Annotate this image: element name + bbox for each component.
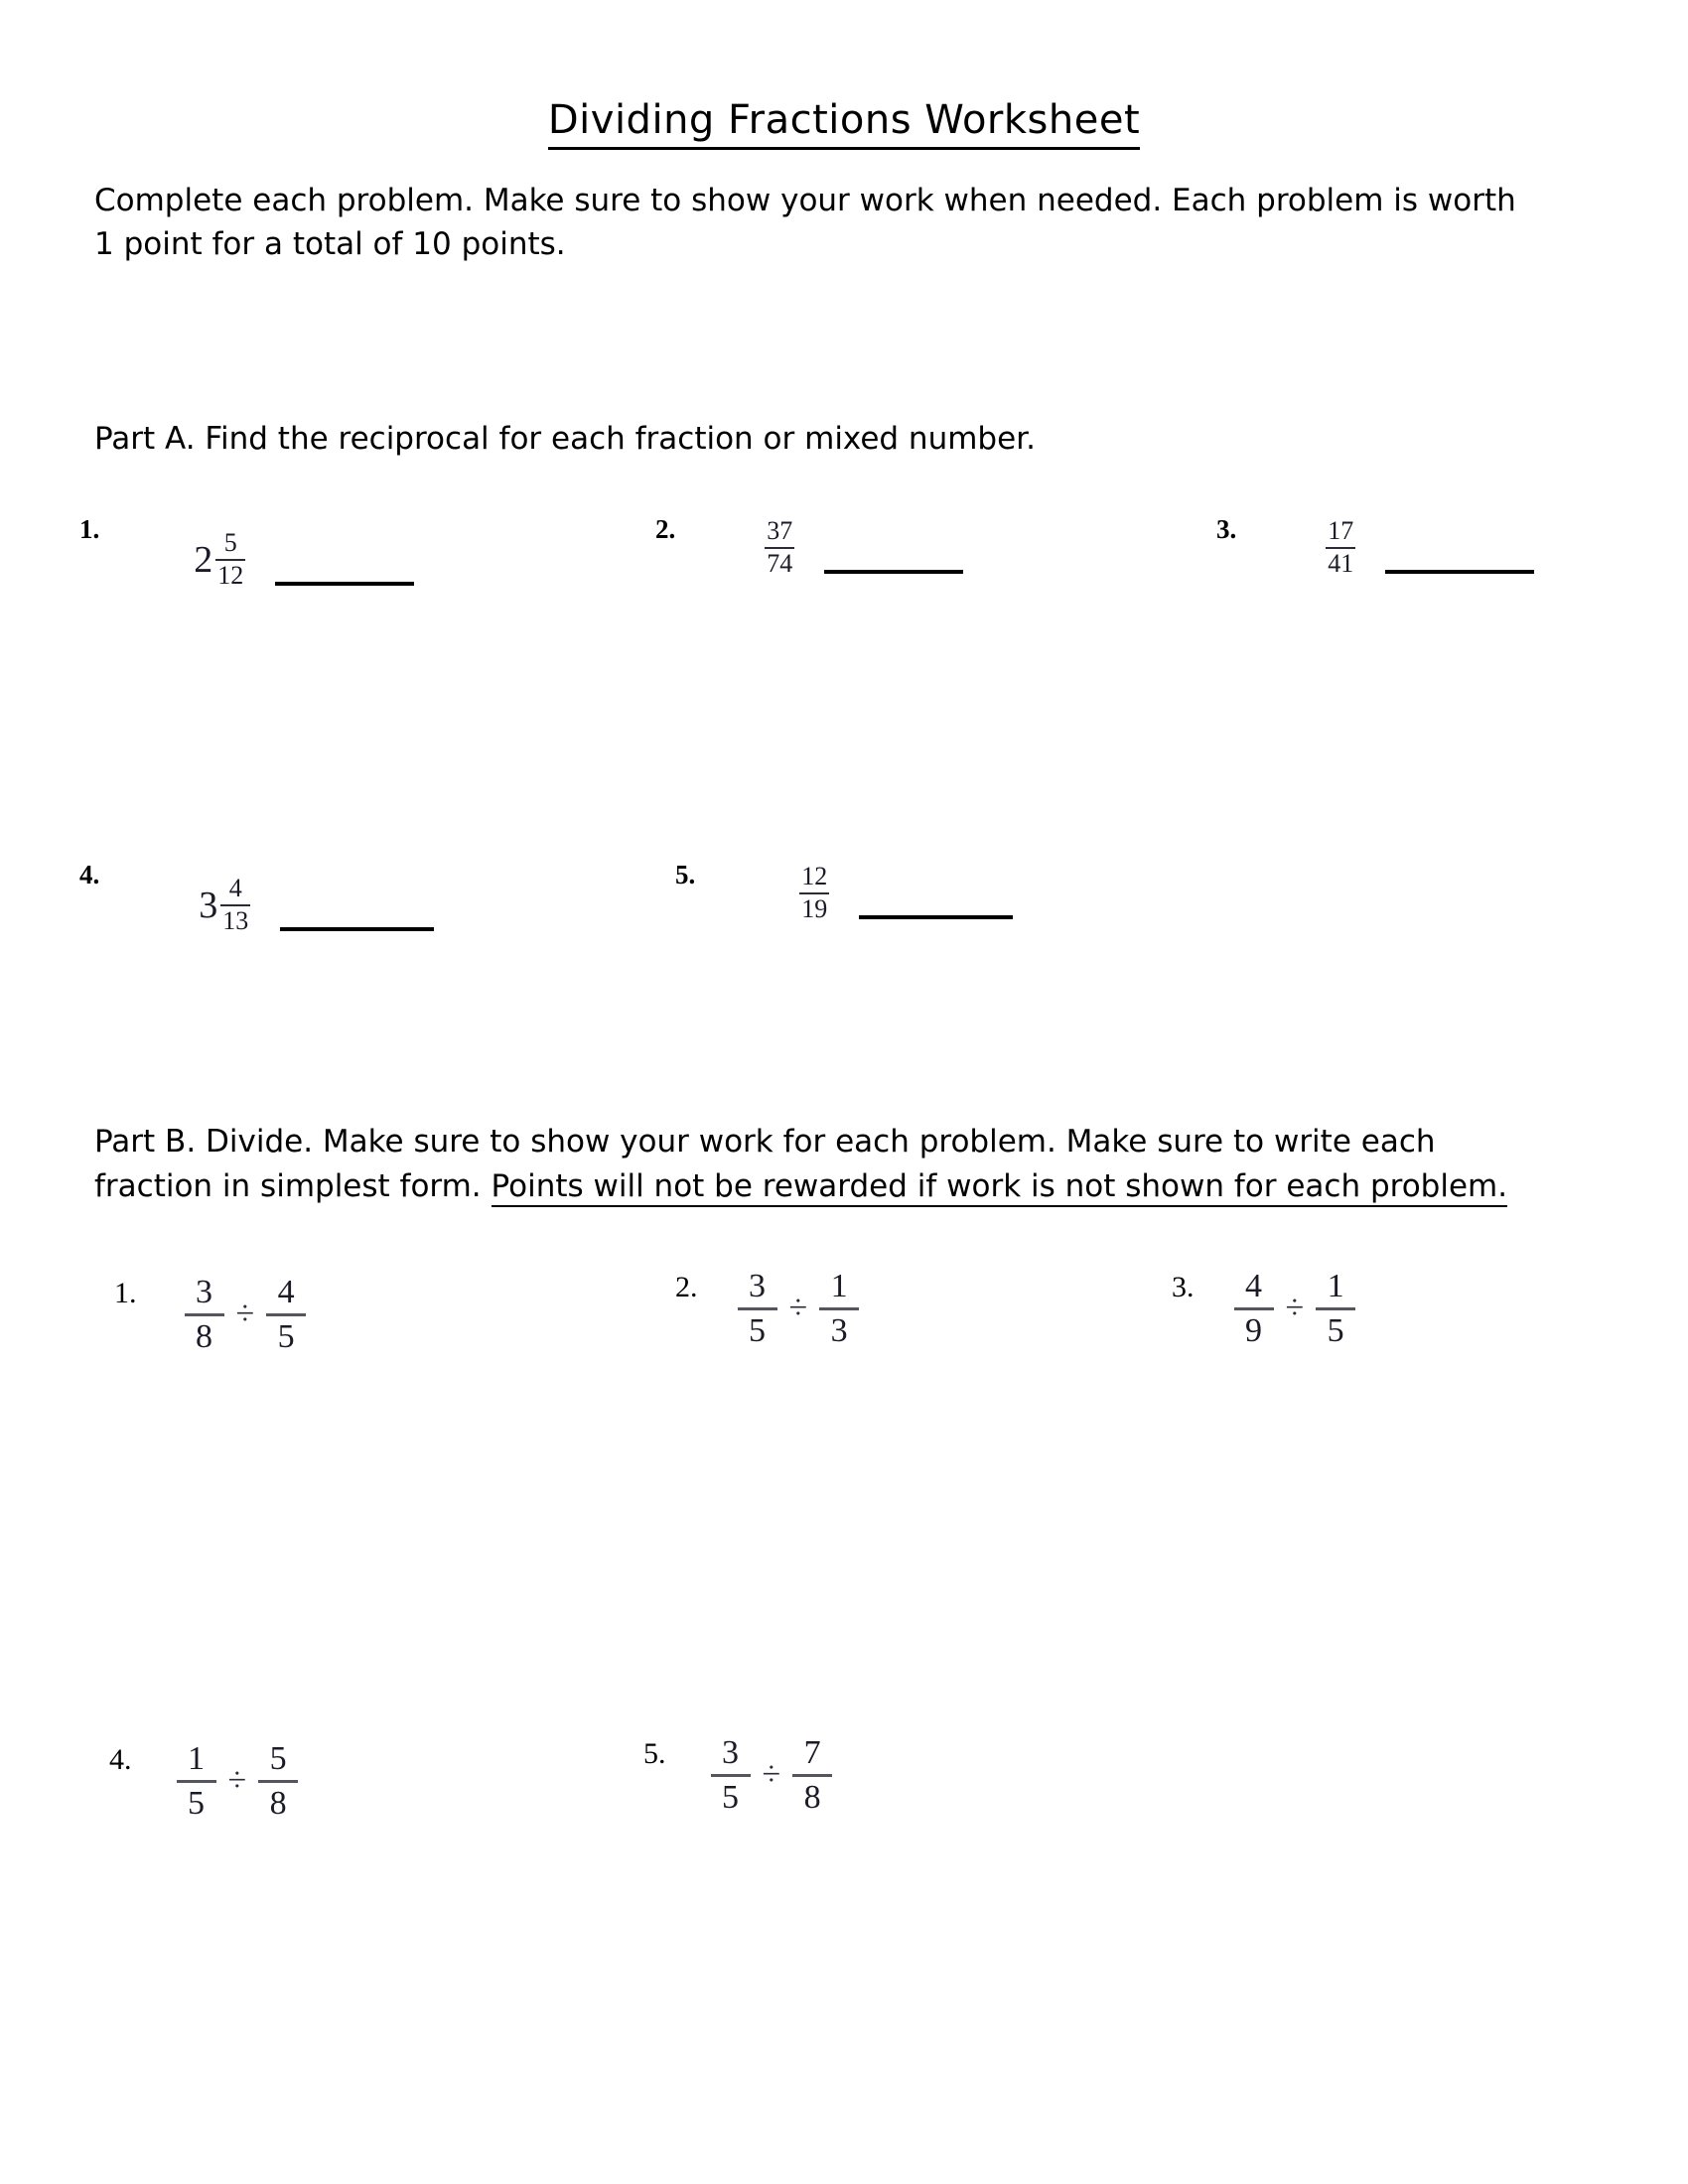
fraction-bar — [819, 1307, 859, 1310]
page-title-text: Dividing Fractions Worksheet — [548, 97, 1140, 150]
fraction-bar — [266, 1313, 306, 1316]
numerator: 12 — [801, 862, 828, 890]
denominator: 13 — [222, 905, 249, 935]
answer-blank[interactable] — [280, 927, 434, 931]
fraction-bar — [185, 1313, 224, 1316]
division-icon: ÷ — [762, 1756, 781, 1794]
fraction-bar — [177, 1780, 216, 1783]
dividend-fraction — [185, 1275, 224, 1354]
problem-number: 5. — [643, 1737, 666, 1770]
problem-number: 4. — [109, 1743, 132, 1776]
part-b-heading — [94, 1120, 1534, 1209]
instructions-text: Complete each problem. Make sure to show your work when needed. Each problem is worth 1 point for a total of 10 points. — [94, 183, 1516, 263]
answer-blank[interactable] — [824, 570, 963, 574]
problem-number: 3. — [1172, 1271, 1195, 1303]
mixed-number-expression — [194, 530, 245, 589]
division-expression — [1234, 1269, 1356, 1348]
numerator: 1 — [830, 1268, 848, 1304]
numerator: 3 — [196, 1274, 212, 1310]
answer-blank[interactable] — [275, 582, 414, 586]
fraction-bar — [711, 1774, 751, 1777]
fraction-expression — [1326, 518, 1355, 577]
part-a-problem-5 — [675, 862, 1013, 922]
denominator: 9 — [1245, 1311, 1262, 1349]
problem-number: 4. — [79, 860, 100, 889]
fraction — [215, 530, 245, 589]
division-expression — [177, 1741, 299, 1821]
denominator: 5 — [722, 1778, 739, 1816]
part-a-problem-3 — [1216, 516, 1534, 577]
numerator: 17 — [1328, 516, 1354, 545]
dividend-fraction — [177, 1741, 216, 1821]
part-b-problem-5 — [643, 1734, 832, 1816]
problem-number: 2. — [655, 514, 676, 544]
divisor-fraction — [1316, 1269, 1355, 1348]
division-icon: ÷ — [788, 1290, 808, 1327]
dividend-fraction — [711, 1735, 751, 1815]
denominator: 12 — [217, 560, 244, 590]
numerator: 3 — [722, 1734, 739, 1771]
page-title — [0, 97, 1688, 143]
divisor-fraction — [266, 1275, 306, 1354]
fraction-expression — [799, 864, 829, 922]
numerator: 4 — [1245, 1268, 1262, 1304]
dividend-fraction — [738, 1269, 777, 1348]
division-expression — [185, 1275, 307, 1354]
numerator: 37 — [767, 516, 793, 545]
fraction-bar — [1316, 1307, 1355, 1310]
divisor-fraction — [258, 1741, 298, 1821]
numerator: 5 — [269, 1740, 287, 1777]
numerator: 1 — [1327, 1268, 1344, 1304]
denominator: 5 — [188, 1784, 205, 1822]
denominator: 5 — [749, 1311, 766, 1349]
division-icon: ÷ — [235, 1296, 255, 1333]
denominator: 3 — [830, 1311, 848, 1349]
divisor-fraction — [792, 1735, 832, 1815]
fraction-bar — [738, 1307, 777, 1310]
dividend-fraction — [1234, 1269, 1274, 1348]
problem-number: 5. — [675, 860, 696, 889]
numerator: 5 — [223, 528, 237, 557]
division-icon: ÷ — [227, 1762, 247, 1800]
whole-part: 3 — [199, 884, 218, 926]
fraction — [799, 864, 829, 922]
denominator: 74 — [767, 548, 793, 578]
fraction — [765, 518, 794, 577]
problem-number: 1. — [114, 1277, 137, 1309]
division-icon: ÷ — [1285, 1290, 1305, 1327]
part-b-heading-line-2-plain: fraction in simplest form. — [94, 1167, 492, 1204]
part-b-problem-4 — [109, 1740, 298, 1822]
part-b-heading-line-1: Part B. Divide. Make sure to show your work for each problem. Make sure to write each — [94, 1124, 1436, 1160]
whole-part: 2 — [194, 538, 213, 581]
fraction-bar — [792, 1774, 832, 1777]
denominator: 41 — [1328, 548, 1354, 578]
numerator: 3 — [749, 1268, 766, 1304]
numerator: 4 — [228, 874, 242, 902]
part-a-problem-2 — [655, 516, 963, 577]
part-a-problem-4 — [79, 862, 434, 934]
numerator: 7 — [803, 1734, 821, 1771]
fraction-bar — [258, 1780, 298, 1783]
fraction-bar — [1234, 1307, 1274, 1310]
problem-number: 3. — [1216, 514, 1237, 544]
mixed-number-expression — [199, 876, 250, 934]
part-b-problem-2 — [675, 1268, 859, 1349]
answer-blank[interactable] — [859, 915, 1013, 919]
fraction — [1326, 518, 1355, 577]
problem-number: 2. — [675, 1271, 698, 1303]
part-b-heading-line-2-underlined: Points will not be rewarded if work is not shown for each problem. — [492, 1168, 1508, 1207]
numerator: 1 — [188, 1740, 205, 1777]
denominator: 5 — [1327, 1311, 1344, 1349]
division-expression — [738, 1269, 860, 1348]
denominator: 5 — [277, 1317, 295, 1355]
part-a-problem-1 — [79, 516, 414, 589]
problem-number: 1. — [79, 514, 100, 544]
part-a-heading: Part A. Find the reciprocal for each fraction or mixed number. — [94, 421, 1036, 457]
answer-blank[interactable] — [1385, 570, 1534, 574]
fraction — [220, 876, 250, 934]
denominator: 19 — [801, 893, 828, 923]
fraction-expression — [765, 518, 794, 577]
denominator: 8 — [803, 1778, 821, 1816]
denominator: 8 — [196, 1317, 212, 1355]
part-b-problem-1 — [114, 1274, 306, 1355]
divisor-fraction — [819, 1269, 859, 1348]
part-b-problem-3 — [1172, 1268, 1355, 1349]
numerator: 4 — [277, 1274, 295, 1310]
division-expression — [711, 1735, 833, 1815]
denominator: 8 — [269, 1784, 287, 1822]
